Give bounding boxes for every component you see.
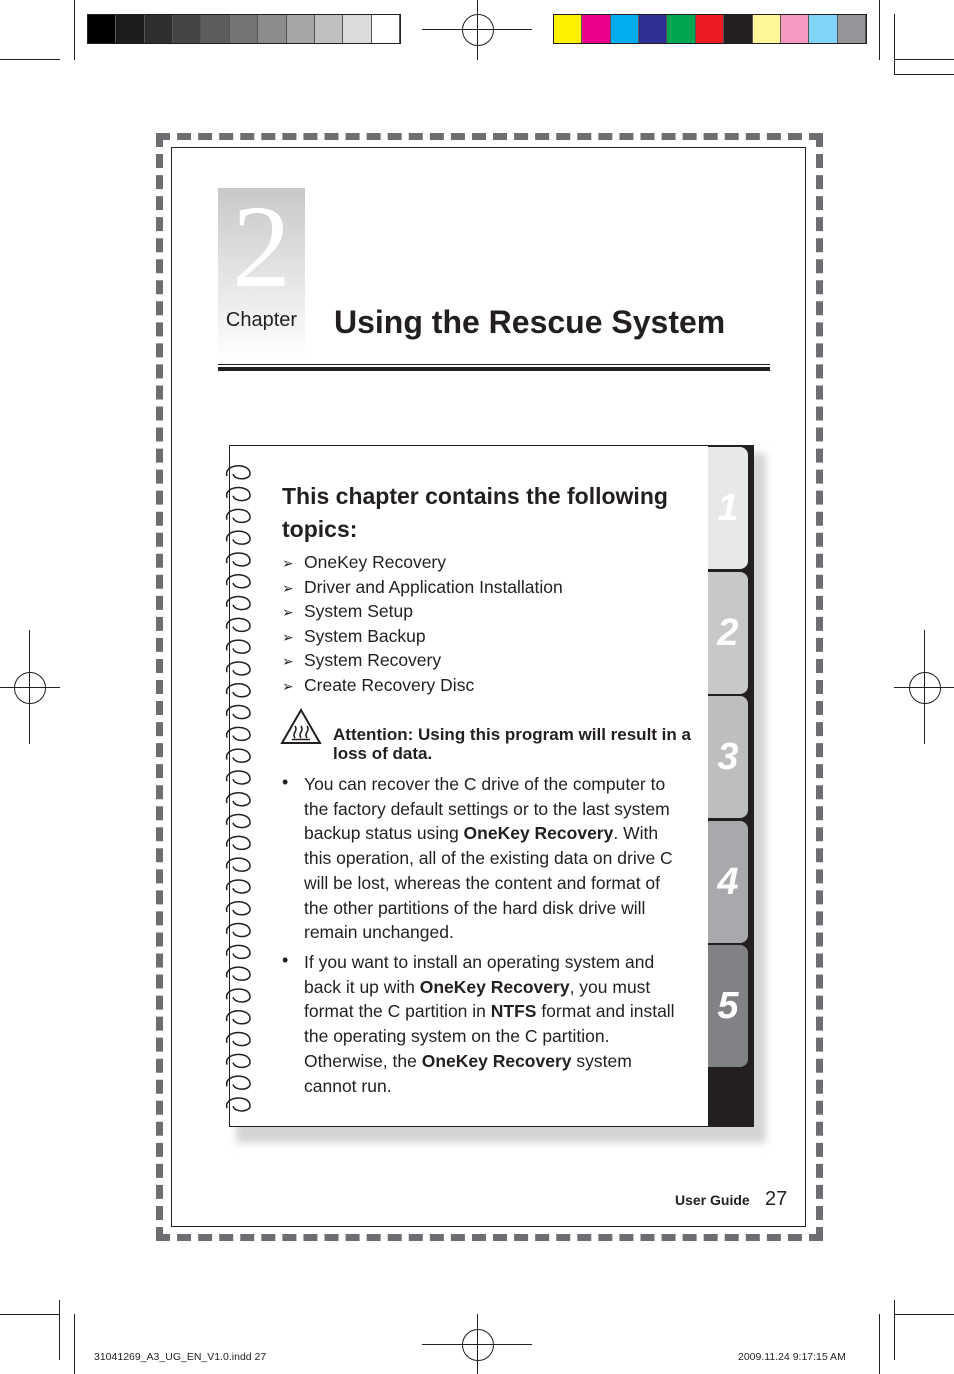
spiral-ring xyxy=(227,706,250,719)
color-swatch xyxy=(753,15,781,43)
color-swatch xyxy=(838,15,866,43)
slug-timestamp: 2009.11.24 9:17:15 AM xyxy=(738,1351,846,1363)
spiral-ring xyxy=(227,575,250,588)
crop-mark xyxy=(59,1300,60,1360)
topic-item xyxy=(282,601,413,622)
page-title: Using the Rescue System xyxy=(334,304,726,340)
warning-hot-icon xyxy=(280,708,322,746)
topic-item xyxy=(282,552,446,573)
color-swatch xyxy=(667,15,695,43)
topics-heading: This chapter contains the following topics: xyxy=(282,483,668,542)
spiral-ring xyxy=(227,727,250,740)
chapter-tab-1: 1 xyxy=(708,447,748,569)
crop-mark xyxy=(894,14,895,74)
chapter-number: 2 xyxy=(232,181,291,312)
spiral-ring xyxy=(227,597,250,610)
topic-label: System Recovery xyxy=(304,650,442,670)
topic-label: System Backup xyxy=(304,625,426,646)
spiral-ring xyxy=(227,488,250,501)
slug-filename: 31041269_A3_UG_EN_V1.0.indd 27 xyxy=(94,1351,267,1363)
spiral-ring xyxy=(227,836,250,849)
spiral-ring xyxy=(227,1011,250,1024)
chapter-tab-5: 5 xyxy=(708,945,748,1067)
spiral-ring xyxy=(227,880,250,893)
title-rule-thick xyxy=(218,367,770,371)
chapter-tab-2: 2 xyxy=(708,572,748,694)
color-swatch xyxy=(315,15,343,43)
topic-item xyxy=(282,626,426,647)
bullet-paragraph: You can recover the C drive of the computer to the factory default settings or to the last system backup status using OneKey Recovery. With this operation, all of the existing data on drive C will be lost, whereas the content and format of the other partitions of the hard disk drive will remain unchanged. xyxy=(304,774,673,943)
spiral-ring xyxy=(227,858,250,871)
color-swatch xyxy=(781,15,809,43)
crop-mark xyxy=(879,0,880,60)
spiral-ring xyxy=(227,553,250,566)
process-color-bar xyxy=(553,14,867,44)
attention-note: Attention: Using this program will result in a loss of data. xyxy=(333,725,691,763)
spiral-ring xyxy=(227,640,250,653)
spiral-ring xyxy=(227,749,250,762)
chapter-tab-4: 4 xyxy=(708,821,748,943)
arrow-bullet-icon: ➢ xyxy=(282,677,294,694)
color-swatch xyxy=(116,15,144,43)
arrow-bullet-icon: ➢ xyxy=(282,604,294,620)
color-swatch xyxy=(582,15,610,43)
color-swatch xyxy=(343,15,371,43)
topic-item xyxy=(282,577,563,598)
crop-mark xyxy=(0,1314,60,1315)
spiral-ring xyxy=(227,945,250,958)
crop-mark xyxy=(879,1314,880,1374)
spiral-ring xyxy=(227,1098,250,1111)
color-swatch xyxy=(554,15,582,43)
spiral-ring xyxy=(227,684,250,697)
crop-mark xyxy=(74,0,75,60)
crop-mark xyxy=(0,59,60,60)
color-swatch xyxy=(173,15,201,43)
spiral-ring xyxy=(227,924,250,937)
spiral-ring xyxy=(227,771,250,784)
spiral-ring xyxy=(227,466,250,479)
topic-item xyxy=(282,675,474,696)
color-swatch xyxy=(724,15,752,43)
spiral-ring xyxy=(227,967,250,980)
crop-mark xyxy=(74,1314,75,1374)
spiral-ring xyxy=(227,902,250,915)
topic-label: System Setup xyxy=(304,601,413,621)
page-number: 27 xyxy=(765,1188,788,1210)
color-swatch xyxy=(287,15,315,43)
topic-label: OneKey Recovery xyxy=(304,552,447,572)
spiral-ring xyxy=(227,531,250,544)
arrow-bullet-icon: ➢ xyxy=(282,555,294,571)
topic-label: Create Recovery Disc xyxy=(304,674,475,695)
title-rule-thin xyxy=(218,364,770,365)
spiral-ring xyxy=(227,1054,250,1067)
color-swatch xyxy=(145,15,173,43)
spiral-ring xyxy=(227,509,250,522)
color-swatch xyxy=(639,15,667,43)
color-swatch xyxy=(696,15,724,43)
spiral-ring xyxy=(227,1076,250,1089)
color-swatch xyxy=(809,15,837,43)
crop-mark xyxy=(894,1300,895,1360)
color-swatch xyxy=(201,15,229,43)
spiral-ring xyxy=(227,662,250,675)
bullet-dot: • xyxy=(282,772,289,792)
color-swatch xyxy=(372,15,400,43)
color-swatch xyxy=(258,15,286,43)
arrow-bullet-icon: ➢ xyxy=(282,579,294,596)
arrow-bullet-icon: ➢ xyxy=(282,653,294,669)
crop-mark xyxy=(894,74,954,75)
chapter-tab-3: 3 xyxy=(708,696,748,818)
spiral-ring xyxy=(227,1033,250,1046)
spiral-ring xyxy=(227,989,250,1002)
crop-mark xyxy=(894,59,954,60)
grayscale-color-bar xyxy=(87,14,401,44)
spiral-binding xyxy=(219,462,255,1122)
footer-label: User Guide xyxy=(675,1192,750,1208)
bullet-dot: • xyxy=(282,950,289,970)
color-swatch xyxy=(88,15,116,43)
chapter-label: Chapter xyxy=(225,309,298,331)
topic-item xyxy=(282,650,441,671)
color-swatch xyxy=(611,15,639,43)
crop-mark xyxy=(894,1314,954,1315)
arrow-bullet-icon: ➢ xyxy=(282,628,294,645)
bullet-paragraph: If you want to install an operating system and back it up with OneKey Recovery, you must format the C partition in NTFS format and install the operating system on the C partition. Otherwise, the OneKey Recovery system cannot run. xyxy=(304,952,675,1096)
color-swatch xyxy=(230,15,258,43)
spiral-ring xyxy=(227,815,250,828)
spiral-ring xyxy=(227,793,250,806)
spiral-ring xyxy=(227,618,250,631)
topic-label: Driver and Application Installation xyxy=(304,576,563,597)
